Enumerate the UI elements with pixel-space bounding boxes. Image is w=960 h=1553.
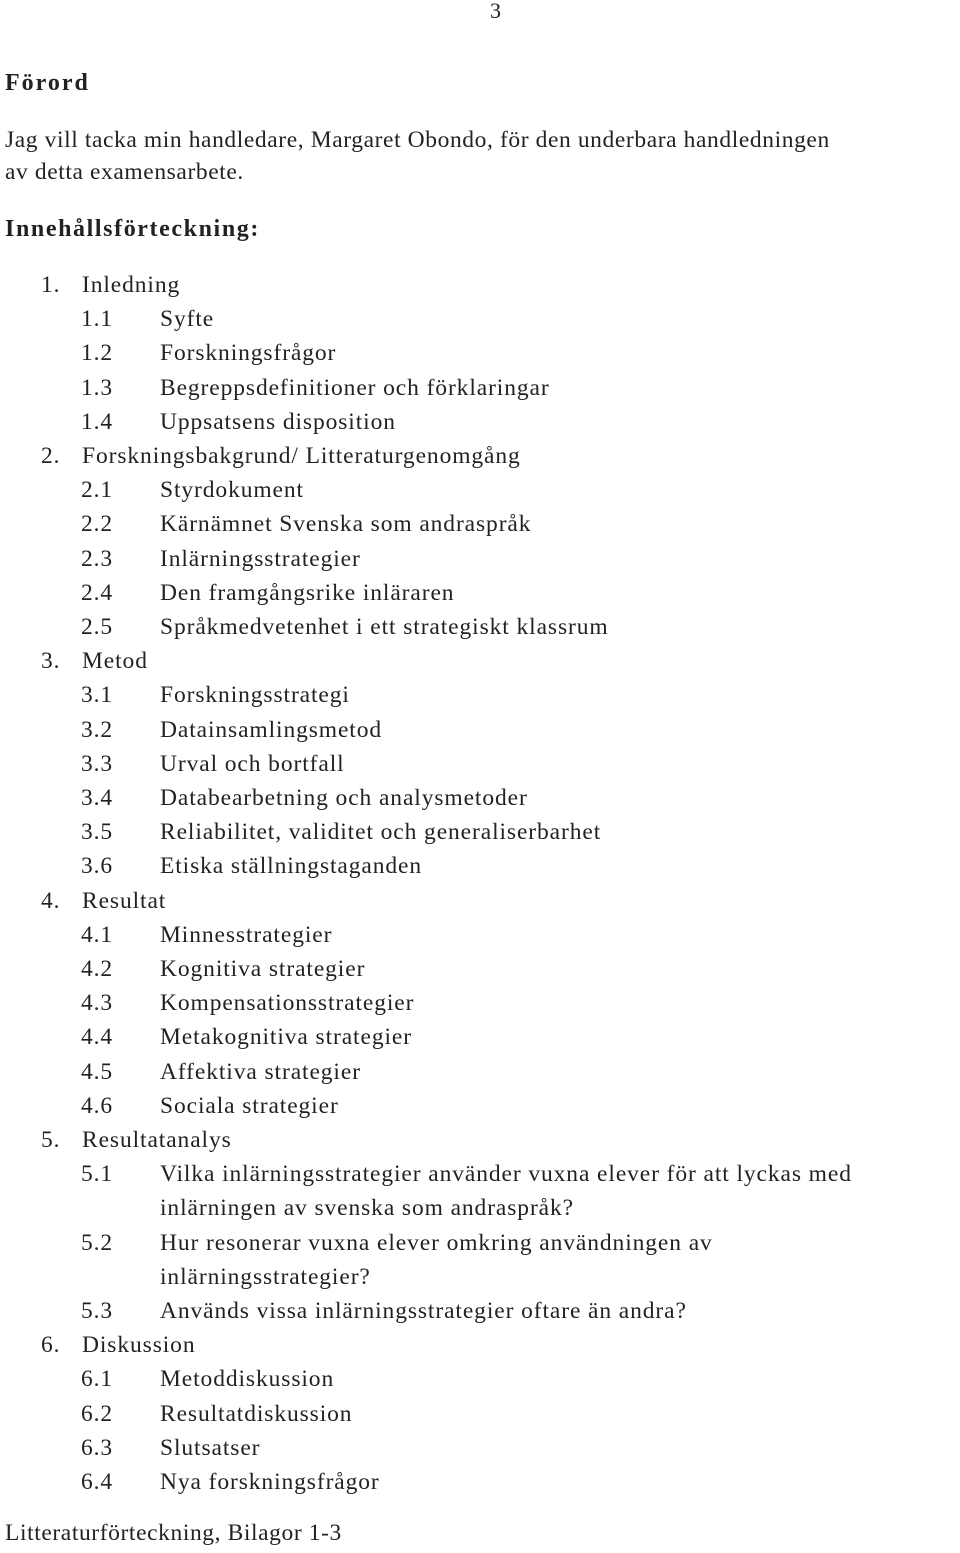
toc-entry-title: Slutsatser — [160, 1434, 261, 1461]
toc-entry-section — [0, 1469, 960, 1501]
toc-entry-section — [0, 1195, 960, 1227]
toc-entry-number: 4.2 — [81, 956, 114, 982]
toc-entry-title: Resultatdiskussion — [160, 1400, 353, 1427]
toc-entry-title: Hur resonerar vuxna elever omkring användningen av — [160, 1229, 713, 1256]
toc-entry-number: 3.2 — [81, 716, 114, 743]
toc-entry-number: 1.1 — [81, 306, 114, 333]
toc-entry-title: Språkmedvetenhet i ett strategiskt klassrum — [160, 614, 609, 640]
toc-entry-number: 4.3 — [81, 990, 114, 1017]
toc-entry-title: Metod — [82, 648, 148, 675]
toc-entry-number: 3.6 — [81, 853, 114, 880]
toc-entry-number: 2.1 — [81, 477, 114, 504]
toc-entry-number: 4. — [41, 887, 61, 914]
toc-entry-number: 2.2 — [81, 511, 114, 538]
toc-entry-section — [0, 1093, 960, 1125]
toc-entry-section — [0, 340, 960, 372]
toc-entry-number: 3.4 — [81, 785, 114, 811]
toc-entry-section — [0, 785, 960, 817]
toc-entry-number: 3.1 — [81, 682, 114, 709]
toc-entry-title: Resultatanalys — [82, 1127, 232, 1153]
toc-entry-chapter — [0, 888, 960, 920]
toc-entry-section — [0, 990, 960, 1022]
toc-entry-section — [0, 580, 960, 612]
toc-entry-title: inlärningsstrategier? — [160, 1263, 371, 1290]
toc-entry-chapter — [0, 648, 960, 680]
toc-entry-title: Forskningsbakgrund/ Litteraturgenomgång — [82, 443, 521, 469]
toc-entry-section — [0, 1059, 960, 1091]
toc-entry-title: Datainsamlingsmetod — [160, 716, 383, 743]
toc-entry-number: 6.2 — [81, 1400, 114, 1427]
toc-entry-number: 1.2 — [81, 340, 114, 367]
toc-entry-section — [0, 1024, 960, 1056]
toc-entry-title: Inledning — [82, 272, 181, 298]
toc-footer-bibliography: Litteraturförteckning, Bilagor 1-3 — [5, 1520, 342, 1546]
toc-entry-section — [0, 511, 960, 543]
toc-entry-title: Inlärningsstrategier — [160, 545, 361, 572]
toc-entry-number: 6. — [41, 1332, 61, 1359]
toc-entry-section — [0, 306, 960, 338]
toc-entry-section — [0, 1435, 960, 1467]
toc-entry-number: 2.3 — [81, 545, 114, 572]
toc-entry-title: Urval och bortfall — [160, 750, 345, 777]
toc-entry-chapter — [0, 272, 960, 304]
toc-entry-section — [0, 375, 960, 407]
toc-entry-chapter — [0, 1332, 960, 1364]
toc-entry-number: 3. — [41, 648, 61, 675]
toc-entry-section — [0, 819, 960, 851]
toc-entry-number: 1. — [41, 272, 61, 298]
toc-entry-section — [0, 717, 960, 749]
toc-entry-section — [0, 922, 960, 954]
toc-entry-number: 3.3 — [81, 750, 114, 777]
toc-entry-number: 6.1 — [81, 1366, 114, 1393]
preface-heading: Förord — [5, 70, 90, 96]
toc-entry-section — [0, 751, 960, 783]
toc-entry-title: Databearbetning och analysmetoder — [160, 785, 528, 811]
toc-entry-title: Nya forskningsfrågor — [160, 1469, 380, 1495]
preface-text-line-2: av detta examensarbete. — [5, 159, 244, 185]
toc-entry-number: 2. — [41, 443, 61, 469]
toc-entry-title: Diskussion — [82, 1332, 196, 1359]
toc-entry-title: Vilka inlärningsstrategier använder vuxna elever för att lyckas med — [160, 1161, 852, 1188]
toc-entry-section — [0, 1401, 960, 1433]
toc-entry-number: 1.4 — [81, 408, 114, 435]
toc-entry-title: Syfte — [160, 306, 215, 333]
toc-entry-title: Den framgångsrike inläraren — [160, 579, 455, 606]
toc-entry-section — [0, 614, 960, 646]
toc-entry-section — [0, 1298, 960, 1330]
toc-entry-number: 5.1 — [81, 1161, 114, 1188]
toc-heading: Innehållsförteckning: — [5, 216, 260, 242]
toc-entry-number: 5.3 — [81, 1298, 114, 1324]
toc-entry-section — [0, 956, 960, 988]
toc-entry-title: Forskningsstrategi — [160, 682, 350, 709]
toc-entry-title: Affektiva strategier — [160, 1058, 361, 1085]
toc-entry-number: 4.5 — [81, 1058, 114, 1085]
toc-entry-number: 2.4 — [81, 579, 114, 606]
toc-entry-section — [0, 546, 960, 578]
page-number: 3 — [490, 0, 502, 23]
toc-entry-number: 4.4 — [81, 1024, 114, 1051]
toc-entry-title: Resultat — [82, 887, 167, 914]
toc-entry-section — [0, 1230, 960, 1262]
toc-entry-number: 5.2 — [81, 1229, 114, 1256]
toc-entry-title: Forskningsfrågor — [160, 340, 337, 367]
toc-entry-chapter — [0, 1127, 960, 1159]
toc-entry-title: Minnesstrategier — [160, 921, 333, 948]
toc-entry-number: 3.5 — [81, 819, 114, 846]
toc-entry-title: Kognitiva strategier — [160, 956, 366, 982]
toc-entry-title: Etiska ställningstaganden — [160, 853, 423, 880]
toc-entry-title: Styrdokument — [160, 477, 304, 504]
toc-entry-number: 5. — [41, 1127, 61, 1153]
toc-entry-number: 4.1 — [81, 921, 114, 948]
toc-entry-section — [0, 477, 960, 509]
preface-text — [5, 124, 955, 188]
toc-entry-number: 1.3 — [81, 374, 114, 401]
toc-entry-number: 4.6 — [81, 1092, 114, 1119]
toc-entry-chapter — [0, 443, 960, 475]
toc-entry-title: Metakognitiva strategier — [160, 1024, 412, 1051]
toc-entry-section — [0, 1264, 960, 1296]
toc-entry-title: Kompensationsstrategier — [160, 990, 415, 1017]
toc-entry-title: Uppsatsens disposition — [160, 408, 396, 435]
toc-entry-section — [0, 1366, 960, 1398]
toc-entry-title: Kärnämnet Svenska som andraspråk — [160, 511, 532, 538]
toc-entry-number: 2.5 — [81, 614, 114, 640]
toc-entry-title: Sociala strategier — [160, 1092, 339, 1119]
toc-entry-title: Metoddiskussion — [160, 1366, 335, 1393]
toc-entry-number: 6.4 — [81, 1469, 114, 1495]
toc-entry-title: Begreppsdefinitioner och förklaringar — [160, 374, 550, 401]
toc-entry-title: Används vissa inlärningsstrategier oftare än andra? — [160, 1298, 687, 1324]
toc-entry-number: 6.3 — [81, 1434, 114, 1461]
toc-entry-section — [0, 853, 960, 885]
preface-text-line-1: Jag vill tacka min handledare, Margaret Obondo, för den underbara handledningen — [5, 127, 830, 153]
toc-entry-section — [0, 682, 960, 714]
toc-entry-section — [0, 409, 960, 441]
toc-entry-title: inlärningen av svenska som andraspråk? — [160, 1195, 574, 1222]
toc-entry-section — [0, 1161, 960, 1193]
toc-entry-title: Reliabilitet, validitet och generaliserbarhet — [160, 819, 602, 846]
